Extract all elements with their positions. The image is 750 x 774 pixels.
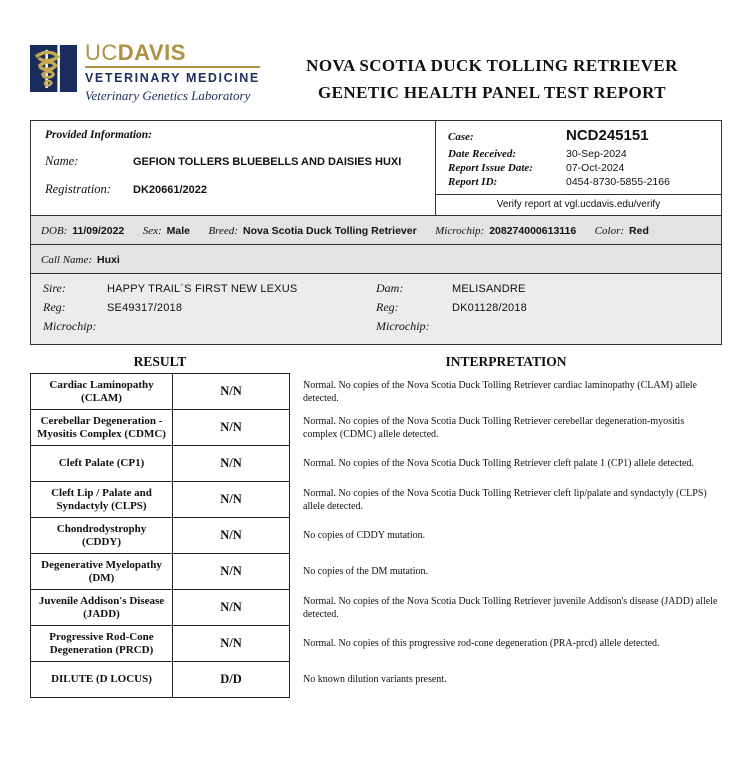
result-row-dilute: [30, 661, 722, 698]
report-issue-date: 07-Oct-2024: [566, 162, 625, 174]
test-result: N/N: [172, 373, 290, 410]
report-title-line2: GENETIC HEALTH PANEL TEST REPORT: [318, 83, 666, 102]
result-row-clps: [30, 481, 722, 518]
test-result: N/N: [172, 445, 290, 482]
dam-microchip-label: Microchip:: [376, 319, 430, 333]
call-name-band: [30, 244, 722, 274]
result-row-jadd: [30, 589, 722, 626]
logo-vgl: Veterinary Genetics Laboratory: [85, 88, 251, 103]
result-row-prcd: [30, 625, 722, 662]
test-interpretation: No copies of CDDY mutation.: [303, 530, 426, 541]
sire-reg-row: [43, 300, 376, 315]
results-table: [30, 373, 722, 698]
test-interpretation: Normal. No copies of the Nova Scotia Duck Tolling Retriever cleft palate 1 (CP1) allele detected.: [303, 458, 694, 469]
dam-name: MELISANDRE: [452, 283, 526, 295]
dob-label: DOB:: [41, 225, 68, 237]
caduceus-icon: [30, 45, 77, 92]
result-row-cddy: [30, 517, 722, 554]
dam-reg: DK01128/2018: [452, 302, 527, 314]
registration-number: DK20661/2022: [133, 184, 208, 196]
test-name: Cleft Palate (CP1): [30, 445, 173, 482]
test-name: Cerebellar Degeneration - Myositis Complex (CDMC): [30, 409, 173, 446]
microchip-label: Microchip:: [435, 225, 485, 237]
color-value: Red: [629, 225, 649, 237]
report-title: [262, 42, 722, 106]
report-title-line1: NOVA SCOTIA DUCK TOLLING RETRIEVER: [306, 56, 678, 75]
sire-row: [43, 281, 376, 296]
dam-label: Dam:: [376, 281, 404, 295]
test-name: Cardiac Laminopathy (CLAM): [30, 373, 173, 410]
report-id: 0454-8730-5855-2166: [566, 176, 670, 188]
call-name-value: Huxi: [97, 254, 120, 266]
logo-davis: DAVIS: [117, 40, 186, 65]
test-interpretation: Normal. No copies of this progressive rod-cone degeneration (PRA-prcd) allele detected.: [303, 638, 660, 649]
report-page: [30, 42, 722, 698]
case-number: NCD245151: [566, 127, 649, 144]
dob-field: [41, 225, 124, 237]
test-name: Degenerative Myelopathy (DM): [30, 553, 173, 590]
dam-reg-label: Reg:: [376, 300, 399, 314]
dam-row: [376, 281, 709, 296]
case-box: [436, 120, 722, 216]
case-row: [448, 127, 709, 144]
date-received: 30-Sep-2024: [566, 148, 627, 160]
sire-label: Sire:: [43, 281, 66, 295]
report-id-row: [448, 176, 709, 188]
test-name: Cleft Lip / Palate and Syndactyly (CLPS): [30, 481, 173, 518]
info-section: [30, 120, 722, 216]
sex-value: Male: [166, 225, 190, 237]
name-label: Name:: [45, 154, 79, 168]
test-result: N/N: [172, 553, 290, 590]
sire-reg: SE49317/2018: [107, 302, 183, 314]
provided-information-box: [30, 120, 436, 216]
breed-field: [208, 225, 416, 237]
case-rows: [436, 121, 721, 194]
logo-brand: [85, 42, 260, 68]
results-header: [30, 354, 722, 370]
result-row-clam: [30, 373, 722, 410]
dam-microchip-row: [376, 319, 709, 334]
test-result: N/N: [172, 481, 290, 518]
dog-name: GEFION TOLLERS BLUEBELLS AND DAISIES HUXI: [133, 156, 402, 168]
parents-box: [30, 273, 722, 345]
sex-label: Sex:: [142, 225, 162, 237]
dog-details-band: [30, 215, 722, 245]
result-column-header: RESULT: [133, 354, 187, 369]
ucdavis-logo: [30, 42, 262, 104]
dam-reg-row: [376, 300, 709, 315]
call-name-label: Call Name:: [41, 254, 93, 266]
date-received-label: Date Received:: [448, 148, 517, 160]
sire-microchip-label: Microchip:: [43, 319, 97, 333]
breed-label: Breed:: [208, 225, 238, 237]
case-label: Case:: [448, 131, 474, 143]
test-interpretation: No known dilution variants present.: [303, 674, 447, 685]
registration-label: Registration:: [45, 182, 111, 196]
provided-heading: Provided Information:: [45, 129, 153, 141]
test-result: N/N: [172, 409, 290, 446]
color-field: [595, 225, 649, 237]
test-result: N/N: [172, 589, 290, 626]
test-result: N/N: [172, 517, 290, 554]
call-name-field: [41, 254, 120, 266]
registration-row: [45, 182, 421, 197]
sex-field: [143, 225, 190, 237]
test-interpretation: No copies of the DM mutation.: [303, 566, 428, 577]
logo-uc: UC: [85, 40, 118, 65]
test-result: D/D: [172, 661, 290, 698]
color-label: Color:: [594, 225, 625, 237]
test-interpretation: Normal. No copies of the Nova Scotia Duck Tolling Retriever juvenile Addison's disease (JADD) allele detected.: [303, 595, 718, 620]
interpretation-column-header: INTERPRETATION: [445, 354, 567, 369]
microchip-field: [435, 225, 576, 237]
logo-text: [85, 42, 260, 104]
sire-column: [43, 281, 376, 338]
test-name: DILUTE (D LOCUS): [30, 661, 173, 698]
test-name: Chondrodystrophy (CDDY): [30, 517, 173, 554]
report-issue-label: Report Issue Date:: [448, 162, 533, 174]
sire-name: HAPPY TRAIL´S FIRST NEW LEXUS: [107, 283, 298, 295]
logo-vet-medicine: VETERINARY MEDICINE: [85, 71, 260, 85]
result-row-dm: [30, 553, 722, 590]
report-issue-row: [448, 162, 709, 174]
test-interpretation: Normal. No copies of the Nova Scotia Duck Tolling Retriever cardiac laminopathy (CLAM) allele detected.: [303, 379, 697, 404]
dam-column: [376, 281, 709, 338]
test-name: Juvenile Addison's Disease (JADD): [30, 589, 173, 626]
test-name: Progressive Rod-Cone Degeneration (PRCD): [30, 625, 173, 662]
microchip-value: 208274000613116: [489, 225, 577, 237]
test-interpretation: Normal. No copies of the Nova Scotia Duck Tolling Retriever cleft lip/palate and syndactyly (CLPS) allele detected.: [303, 487, 707, 512]
dob-value: 11/09/2022: [72, 225, 125, 237]
sire-microchip-row: [43, 319, 376, 334]
breed-value: Nova Scotia Duck Tolling Retriever: [242, 225, 417, 237]
test-interpretation: Normal. No copies of the Nova Scotia Duck Tolling Retriever cerebellar degeneration-myositis complex (CDMC) allele detected.: [303, 415, 685, 440]
verify-link: Verify report at vgl.ucdavis.edu/verify: [436, 194, 721, 215]
report-header: [30, 42, 722, 106]
result-row-cdmc: [30, 409, 722, 446]
name-row: [45, 154, 421, 169]
report-id-label: Report ID:: [448, 176, 498, 188]
test-result: N/N: [172, 625, 290, 662]
result-row-cp1: [30, 445, 722, 482]
sire-reg-label: Reg:: [43, 300, 66, 314]
date-received-row: [448, 148, 709, 160]
